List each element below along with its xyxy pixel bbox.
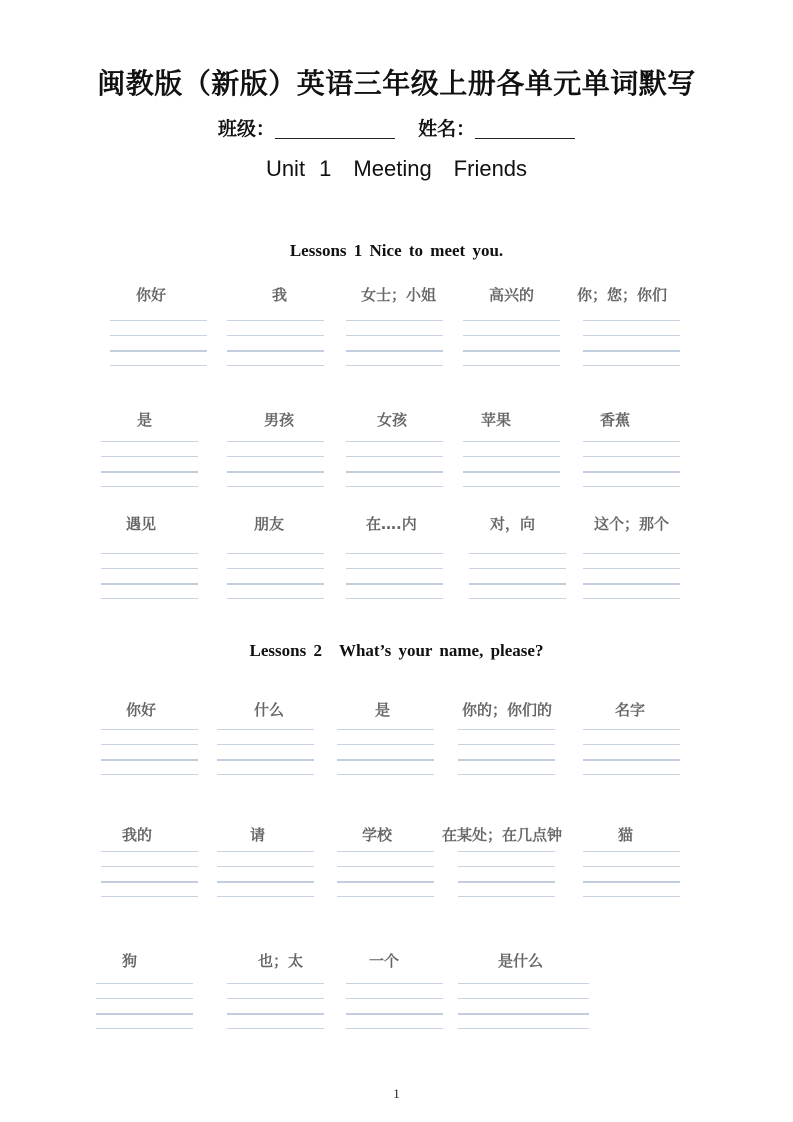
writing-lines[interactable] — [458, 851, 555, 899]
word-prompt: 高兴的 — [489, 286, 535, 304]
writing-lines[interactable] — [227, 983, 324, 1031]
student-info — [0, 114, 793, 141]
writing-lines[interactable] — [346, 553, 443, 601]
writing-lines[interactable] — [101, 729, 198, 777]
page-number: 1 — [393, 1086, 400, 1101]
word-prompt: 什么 — [254, 701, 285, 719]
word-prompt: 你好 — [136, 286, 167, 304]
word-prompt: 女孩 — [377, 411, 408, 429]
word-prompt: 你；您；你们 — [577, 286, 668, 304]
writing-lines[interactable] — [469, 553, 566, 601]
word-prompt: 我 — [272, 286, 288, 304]
word-prompt: 香蕉 — [600, 411, 631, 429]
writing-lines[interactable] — [227, 553, 324, 601]
writing-lines[interactable] — [346, 441, 443, 489]
writing-lines[interactable] — [110, 320, 207, 368]
class-label: 班级： — [217, 118, 275, 140]
writing-lines[interactable] — [227, 320, 324, 368]
word-prompt: 名字 — [615, 701, 646, 719]
writing-lines[interactable] — [583, 553, 680, 601]
writing-lines[interactable] — [337, 851, 434, 899]
word-prompt: 在….内 — [366, 515, 417, 533]
word-prompt: 你好 — [126, 701, 157, 719]
word-prompt: 请 — [250, 826, 266, 844]
writing-lines[interactable] — [583, 441, 680, 489]
writing-lines[interactable] — [583, 851, 680, 899]
word-prompt: 也；太 — [258, 952, 304, 970]
page-title: 闽教版（新版）英语三年级上册各单元单词默写 — [97, 67, 696, 100]
writing-lines[interactable] — [346, 983, 443, 1031]
name-label: 姓名： — [418, 118, 476, 140]
word-prompt: 学校 — [362, 826, 393, 844]
writing-lines[interactable] — [337, 729, 434, 777]
word-prompt: 男孩 — [264, 411, 295, 429]
word-prompt: 在某处；在几点钟 — [442, 826, 563, 844]
writing-lines[interactable] — [458, 729, 555, 777]
word-prompt: 遇见 — [126, 515, 157, 533]
word-prompt: 狗 — [122, 952, 138, 970]
writing-lines[interactable] — [583, 729, 680, 777]
lesson-1-title: Lessons 1 Nice to meet you. — [289, 241, 504, 260]
writing-lines[interactable] — [101, 441, 198, 489]
writing-lines[interactable] — [463, 320, 560, 368]
word-prompt: 是 — [137, 411, 153, 429]
writing-lines[interactable] — [458, 983, 589, 1031]
lesson-2-title: Lessons 2 What’s your name, please? — [249, 641, 544, 660]
writing-lines[interactable] — [463, 441, 560, 489]
word-prompt: 朋友 — [254, 515, 285, 533]
writing-lines[interactable] — [101, 851, 198, 899]
name-blank[interactable] — [475, 118, 575, 139]
word-prompt: 女士；小姐 — [361, 286, 437, 304]
word-prompt: 我的 — [122, 826, 153, 844]
unit-title: Unit 1 Meeting Friends — [265, 156, 528, 181]
word-prompt: 这个；那个 — [594, 515, 670, 533]
word-prompt: 苹果 — [481, 411, 512, 429]
writing-lines[interactable] — [227, 441, 324, 489]
word-prompt: 一个 — [369, 952, 400, 970]
word-prompt: 对，向 — [490, 515, 536, 533]
writing-lines[interactable] — [101, 553, 198, 601]
word-prompt: 你的；你们的 — [462, 701, 553, 719]
word-prompt: 是 — [375, 701, 391, 719]
writing-lines[interactable] — [96, 983, 193, 1031]
writing-lines[interactable] — [217, 729, 314, 777]
writing-lines[interactable] — [583, 320, 680, 368]
writing-lines[interactable] — [346, 320, 443, 368]
writing-lines[interactable] — [217, 851, 314, 899]
word-prompt: 猫 — [618, 826, 634, 844]
word-prompt: 是什么 — [498, 952, 544, 970]
class-blank[interactable] — [275, 118, 395, 139]
